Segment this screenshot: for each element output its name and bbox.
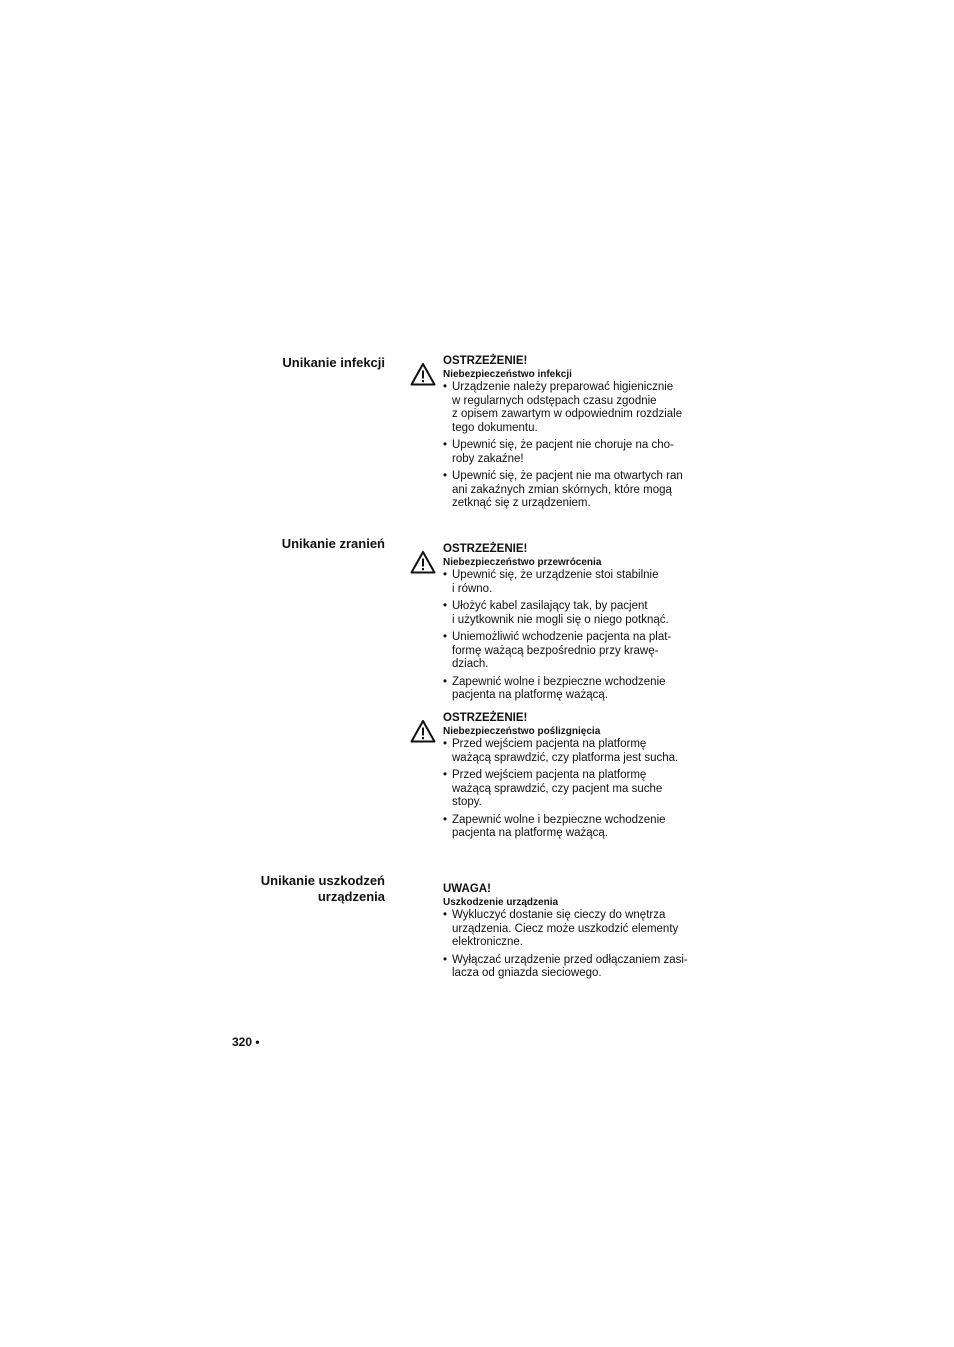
section-title-line: Unikanie uszkodzeń (260, 873, 385, 888)
warning-list (443, 381, 700, 511)
warning-heading: OSTRZEŻENIE! (443, 355, 528, 367)
list-item: • Urządzenie należy preparować higienicznie w regularnych odstępach czasu zgodnie z opisem zawartym w odpowiednim rozdziale tego dokumentu. (443, 381, 700, 435)
list-item: • Wyłączać urządzenie przed odłączaniem zasi- lacza od gniazda sieciowego. (443, 954, 700, 981)
section-title-infection: Unikanie infekcji (282, 355, 385, 370)
page-number: 320 • (232, 1035, 260, 1049)
section-title-device-damage (185, 873, 385, 905)
warning-triangle-icon (410, 719, 436, 743)
warning-heading: OSTRZEŻENIE! (443, 712, 528, 724)
list-item: • Zapewnić wolne i bezpieczne wchodzenie pacjenta na platformę ważącą. (443, 676, 700, 703)
list-item: • Przed wejściem pacjenta na platformę ważącą sprawdzić, czy pacjent ma suche stopy. (443, 769, 700, 810)
warning-block-slipping (410, 711, 700, 845)
list-item: • Wykluczyć dostanie się cieczy do wnętrza urządzenia. Ciecz może uszkodzić elementy elektroniczne. (443, 909, 700, 950)
list-item: • Ułożyć kabel zasilający tak, by pacjent i użytkownik nie mogli się o niego potknąć. (443, 600, 700, 627)
list-item: • Uniemożliwić wchodzenie pacjenta na plat- formę ważącą bezpośrednio przy krawę- dziach. (443, 631, 700, 672)
warning-subheading: Niebezpieczeństwo infekcji (443, 369, 572, 380)
list-item: • Upewnić się, że urządzenie stoi stabilnie i równo. (443, 569, 700, 596)
warning-heading: OSTRZEŻENIE! (443, 543, 528, 555)
caution-list (443, 909, 700, 981)
caution-subheading: Uszkodzenie urządzenia (443, 897, 559, 908)
section-title-line: urządzenia (317, 889, 385, 904)
warning-block-tipping (410, 542, 700, 707)
list-item: • Upewnić się, że pacjent nie choruje na cho- roby zakaźne! (443, 439, 700, 466)
warning-subheading: Niebezpieczeństwo poślizgnięcia (443, 726, 601, 737)
section-title-injury: Unikanie zranień (281, 536, 385, 551)
list-item: • Zapewnić wolne i bezpieczne wchodzenie pacjenta na platformę ważącą. (443, 814, 700, 841)
warning-list (443, 738, 700, 841)
warning-subheading: Niebezpieczeństwo przewrócenia (443, 557, 602, 568)
list-item: • Upewnić się, że pacjent nie ma otwartych ran ani zakaźnych zmian skórnych, które mogą zetknąć się z urządzeniem. (443, 470, 700, 511)
list-item: • Przed wejściem pacjenta na platformę ważącą sprawdzić, czy platforma jest sucha. (443, 738, 700, 765)
caution-heading: UWAGA! (443, 883, 491, 895)
warning-triangle-icon (410, 362, 436, 386)
warning-block-infection (410, 354, 700, 515)
caution-block-device (410, 882, 700, 985)
warning-triangle-icon (410, 550, 436, 574)
warning-list (443, 569, 700, 703)
